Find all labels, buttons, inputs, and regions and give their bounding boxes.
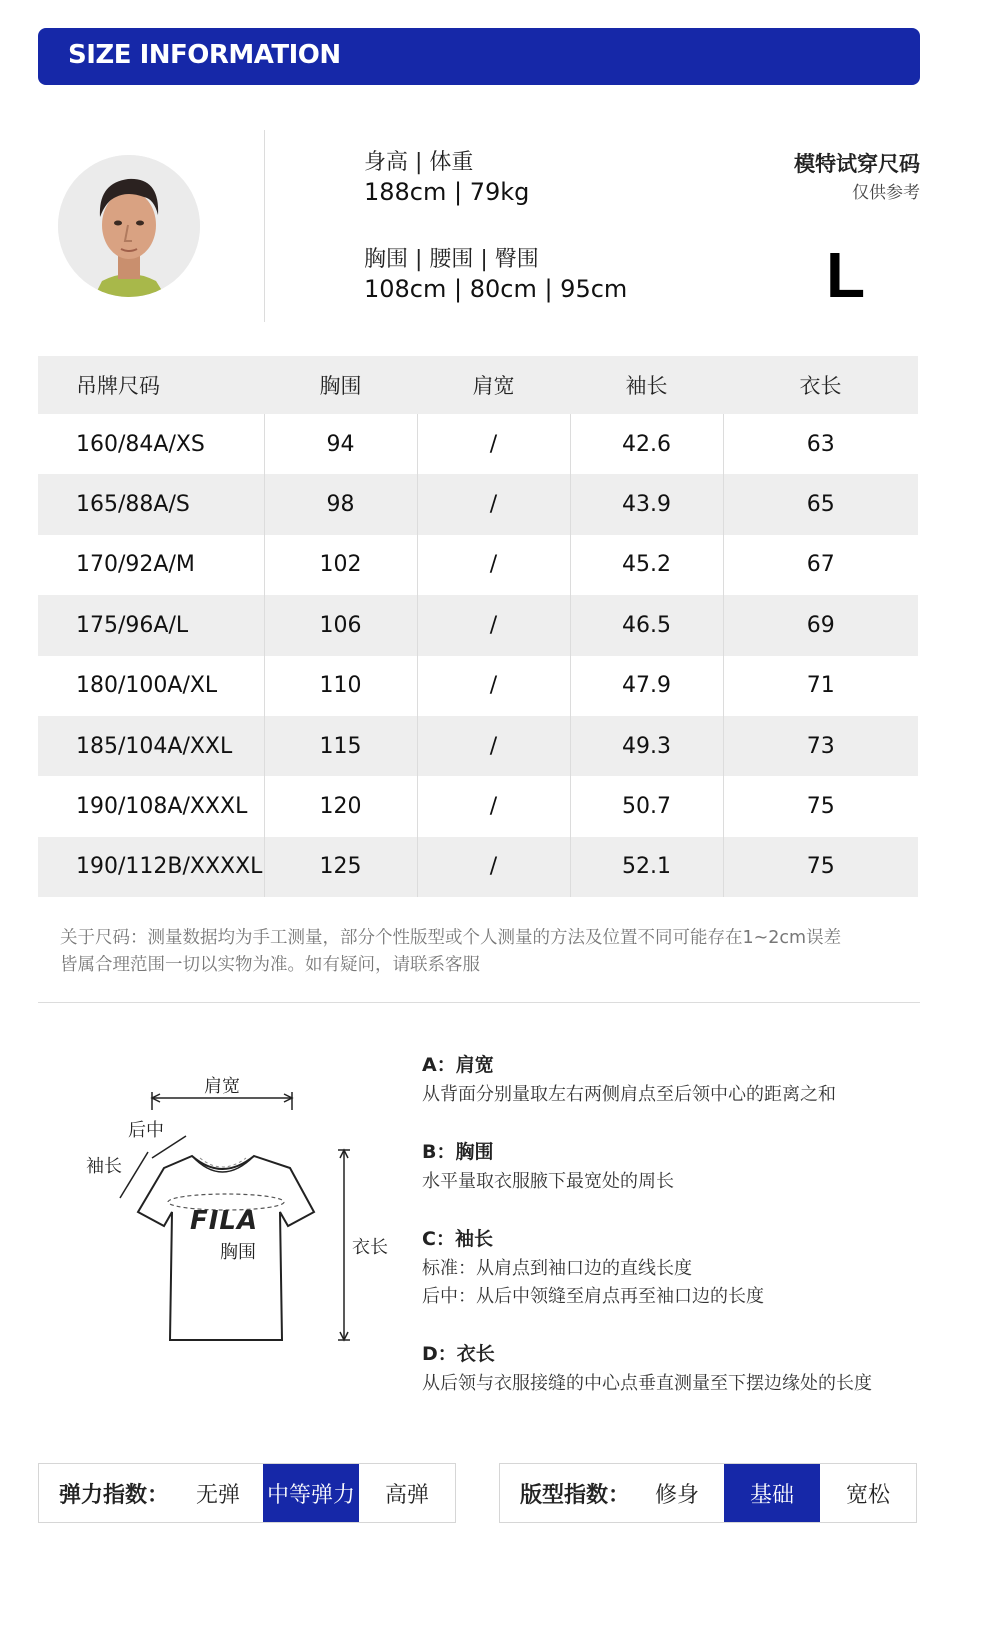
definition-length-title: D：衣长 bbox=[422, 1343, 495, 1365]
measurement-definitions bbox=[422, 1050, 942, 1426]
cell-chest: 94 bbox=[264, 414, 417, 474]
table-row bbox=[38, 535, 918, 595]
measurement-diagram bbox=[60, 1040, 420, 1380]
horizontal-divider bbox=[38, 1002, 920, 1003]
elasticity-option-medium: 中等弹力 bbox=[263, 1464, 359, 1522]
cell-shoulder: / bbox=[417, 837, 570, 897]
table-row bbox=[38, 837, 918, 897]
table-header-row bbox=[38, 356, 918, 414]
cell-chest: 102 bbox=[264, 535, 417, 595]
cell-sleeve: 47.9 bbox=[570, 656, 723, 716]
elasticity-label: 弹力指数： bbox=[59, 1482, 170, 1508]
page-title: SIZE INFORMATION bbox=[68, 40, 341, 70]
cell-sleeve: 49.3 bbox=[570, 716, 723, 776]
measurement-value: 108cm | 80cm | 95cm bbox=[364, 275, 628, 303]
elasticity-option-high: 高弹 bbox=[384, 1482, 429, 1508]
cell-shoulder: / bbox=[417, 776, 570, 836]
definition-sleeve-title: C：袖长 bbox=[422, 1228, 493, 1250]
definition-shoulder bbox=[422, 1050, 942, 1107]
cell-shoulder: / bbox=[417, 535, 570, 595]
cell-sleeve: 52.1 bbox=[570, 837, 723, 897]
cell-shoulder: / bbox=[417, 656, 570, 716]
fit-option-regular: 基础 bbox=[724, 1464, 820, 1522]
definition-shoulder-title: A：肩宽 bbox=[422, 1054, 494, 1076]
cell-length: 63 bbox=[723, 414, 918, 474]
definition-length bbox=[422, 1339, 942, 1396]
header-tag-size: 吊牌尺码 bbox=[38, 356, 264, 414]
model-fit-size: L bbox=[826, 239, 866, 311]
cell-chest: 115 bbox=[264, 716, 417, 776]
size-table bbox=[38, 356, 918, 897]
table-row bbox=[38, 776, 918, 836]
definition-sleeve-text-standard: 标准：从肩点到袖口边的直线长度 bbox=[422, 1258, 692, 1279]
definition-shoulder-text: 从背面分别量取左右两侧肩点至后领中心的距离之和 bbox=[422, 1084, 836, 1105]
cell-length: 71 bbox=[723, 656, 918, 716]
cell-chest: 110 bbox=[264, 656, 417, 716]
diagram-label-back-center: 后中 bbox=[128, 1120, 164, 1141]
cell-tag-size: 175/96A/L bbox=[38, 595, 264, 655]
table-row bbox=[38, 716, 918, 776]
cell-tag-size: 180/100A/XL bbox=[76, 673, 218, 699]
cell-length: 65 bbox=[723, 474, 918, 534]
vertical-divider bbox=[264, 130, 265, 322]
cell-chest: 120 bbox=[264, 776, 417, 836]
cell-chest: 98 bbox=[264, 474, 417, 534]
cell-length: 67 bbox=[723, 535, 918, 595]
table-row bbox=[38, 474, 918, 534]
elasticity-index bbox=[38, 1463, 456, 1523]
cell-shoulder: / bbox=[417, 474, 570, 534]
model-fit-note: 仅供参考 bbox=[852, 183, 920, 203]
cell-tag-size: 185/104A/XXL bbox=[38, 716, 264, 776]
cell-length: 69 bbox=[723, 595, 918, 655]
diagram-label-length: 衣长 bbox=[352, 1237, 388, 1258]
diagram-label-sleeve: 袖长 bbox=[86, 1156, 122, 1177]
cell-sleeve: 42.6 bbox=[570, 414, 723, 474]
definition-chest-title: B：胸围 bbox=[422, 1141, 494, 1163]
cell-chest: 106 bbox=[264, 595, 417, 655]
cell-chest: 125 bbox=[264, 837, 417, 897]
cell-tag-size: 160/84A/XS bbox=[76, 431, 205, 457]
cell-tag-size: 170/92A/M bbox=[76, 552, 195, 578]
definition-chest-text: 水平量取衣服腋下最宽处的周长 bbox=[422, 1171, 674, 1192]
cell-length: 75 bbox=[723, 776, 918, 836]
cell-shoulder: / bbox=[417, 414, 570, 474]
diagram-label-chest: 胸围 bbox=[220, 1242, 256, 1263]
height-weight-label: 身高 | 体重 bbox=[364, 150, 474, 175]
header-length: 衣长 bbox=[723, 356, 918, 414]
definition-length-text: 从后领与衣服接缝的中心点垂直测量至下摆边缘处的长度 bbox=[422, 1373, 872, 1394]
fit-option-loose: 宽松 bbox=[845, 1482, 890, 1508]
header-chest: 胸围 bbox=[264, 356, 417, 414]
definition-sleeve bbox=[422, 1224, 942, 1309]
size-note bbox=[60, 925, 930, 979]
header-shoulder: 肩宽 bbox=[417, 356, 570, 414]
cell-tag-size: 190/112B/XXXXL bbox=[38, 837, 264, 897]
table-row bbox=[38, 414, 918, 474]
fila-logo: FILA bbox=[190, 1206, 259, 1236]
definition-chest bbox=[422, 1137, 942, 1194]
cell-shoulder: / bbox=[417, 716, 570, 776]
cell-sleeve: 50.7 bbox=[570, 776, 723, 836]
model-fit-title: 模特试穿尺码 bbox=[794, 152, 920, 176]
measurement-label: 胸围 | 腰围 | 臀围 bbox=[364, 247, 539, 272]
model-avatar bbox=[58, 155, 200, 297]
table-row bbox=[38, 656, 918, 716]
size-note-line-1: 关于尺码：测量数据均为手工测量，部分个性版型或个人测量的方法及位置不同可能存在1~2cm误差 bbox=[60, 928, 842, 948]
model-portrait-image bbox=[58, 155, 200, 297]
cell-shoulder: / bbox=[417, 595, 570, 655]
cell-sleeve: 46.5 bbox=[570, 595, 723, 655]
header-banner bbox=[38, 28, 920, 85]
fit-label: 版型指数： bbox=[520, 1482, 631, 1508]
cell-tag-size: 190/108A/XXXL bbox=[76, 794, 248, 820]
elasticity-option-none: 无弹 bbox=[195, 1482, 240, 1508]
diagram-label-shoulder: 肩宽 bbox=[204, 1076, 240, 1097]
cell-length: 75 bbox=[723, 837, 918, 897]
fit-option-slim: 修身 bbox=[654, 1482, 699, 1508]
table-row bbox=[38, 595, 918, 655]
header-sleeve: 袖长 bbox=[570, 356, 723, 414]
height-weight-value: 188cm | 79kg bbox=[364, 178, 530, 206]
cell-tag-size: 165/88A/S bbox=[38, 474, 264, 534]
cell-sleeve: 43.9 bbox=[570, 474, 723, 534]
fit-index bbox=[499, 1463, 917, 1523]
size-note-line-2: 皆属合理范围一切以实物为准。如有疑问，请联系客服 bbox=[60, 955, 480, 975]
definition-sleeve-text-back: 后中：从后中领缝至肩点再至袖口边的长度 bbox=[422, 1286, 764, 1307]
cell-length: 73 bbox=[723, 716, 918, 776]
cell-sleeve: 45.2 bbox=[570, 535, 723, 595]
